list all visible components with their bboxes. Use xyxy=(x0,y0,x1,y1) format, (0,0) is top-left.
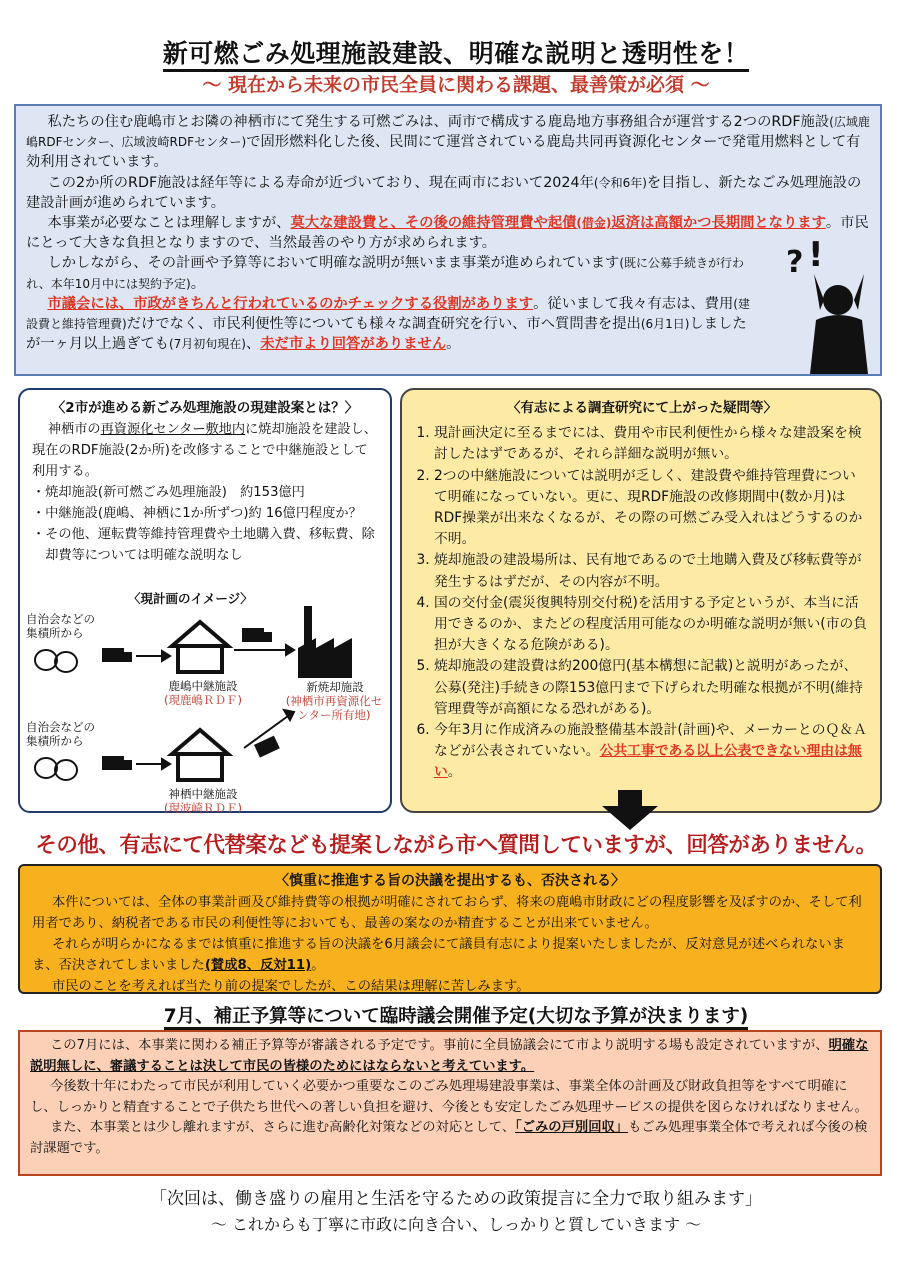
current-plan-box: 〈2市が進める新ごみ処理施設の現建設案とは？〉 神栖市の再資源化センター敷地内に焼却施設を建設し、現在のRDF施設(2か所)を改修することで中継施設として利用する。 ・焼却施設(新可燃ごみ処理施設) 約153億円 ・中継施設(鹿嶋、神栖に1か所ずつ)約 16億円程度か？ ・その他、運転費等維持管理費や土地購入費、移転費、除却費等については明確な説明なし xyxy=(18,388,392,813)
svg-text:?: ? xyxy=(786,245,804,280)
garbage-bag-icon xyxy=(35,650,77,780)
current-plan-heading: 〈2市が進める新ごみ処理施設の現建設案とは？〉 xyxy=(51,400,359,416)
page-title: 新可燃ごみ処理施設建設、明確な説明と透明性を！ xyxy=(0,34,912,70)
question-item: 2. 2つの中継施設については説明が乏しく、建設費や維持管理費について明確になっていない。更に、現RDF施設の改修期間中(数か月)はRDF操業が出来なくなるが、その際の可燃ごみ受入れはどうするのか不明。 xyxy=(434,466,868,551)
question-item: 3. 焼却施設の建設場所は、民有地であるので土地購入費及び移転費等が発生するはずだが、その内容が不明。 xyxy=(434,550,868,592)
incinerator-label: 新焼却施設 xyxy=(306,680,364,694)
collection-point-label: 自治会などの集積所から xyxy=(26,720,95,748)
budget-box: この7月には、本事業に関わる補正予算等が審議される予定です。事前に全員協議会にて市より説明する場も設定されていますが、明確な説明無しに、審議することは決して市民の皆様のためにはならないと考えています。 今後数十年にわたって市民が利用していく必要かつ重要なこのごみ処理場建設事業は、事業全体の計画及び財政負担等をすべて明確にし、しっかりと精査することで子供たち世代への著しい負担を避け、今後とも安定したごみ処理サービスの提供を図らなければなりません。 また、本事業とは少し離れますが、さらに進む高齢化対策などの対応として、「ごみの戸別回収」もごみ処理事業全体で考えれば今後の検討課題です。 xyxy=(18,1030,882,1176)
no-answer-notice: その他、有志にて代替案なども提案しながら市へ質問していますが、回答がありません。 xyxy=(35,833,877,858)
july-heading: 7月、補正予算等について臨時議会開催予定(大切な予算が決まります) xyxy=(0,1002,912,1028)
collection-point-label: 自治会などの集積所から xyxy=(26,612,95,640)
closing-quote: 「次回は、働き盛りの雇用と生活を守るための政策提言に全力で取り組みます」 xyxy=(150,1189,762,1209)
cost-item: ・焼却施設(新可燃ごみ処理施設) 約153億円 xyxy=(32,485,305,500)
question-item: 1. 現計画決定に至るまでには、費用や市民利便性から様々な建設案を検討したはずであるが、それら詳細な説明が無い。 xyxy=(434,423,868,465)
down-arrow-icon xyxy=(598,790,662,830)
relay2-label: 神栖中継施設 xyxy=(168,787,238,801)
intro-box: 私たちの住む鹿嶋市とお隣の神栖市にて発生する可燃ごみは、両市で構成する鹿島地方事務組合が運営する2つのRDF施設(広域鹿嶋RDFセンター、広域波崎RDFセンター)で固形燃料化した後、民間にて運営されている鹿島共同再資源化センターで発電用燃料として有効利用されています。 この2か所のRDF施設は経年等による寿命が近づいており、現在両市において2024年(令和6年)を目指し、新たなごみ処理施設の建設計画が進められています。 本事業が必要なことは理解しますが、莫大な建設費と、その後の維持管理費や起債(借金)返済は高額かつ長期間となります。市民にとって大きな負担となりますので、当然最善のやり方が求められます。 しかしながら、その計画や予算等において明確な説明が無いまま事業が進められています(既に公募手続きが行われ、本年10月中には契約予定)。 市議会には、市政がきちんと行われているのかチェックする役割があります。従いまして我々有志は、費用(建設費と維持管理費)だけでなく、市民利便性等についても様々な調査研究を行い、市へ質問書を提出(6月1日)しましたが一ヶ月以上過ぎても(7月初旬現在)、未だ市より回答がありません。 xyxy=(14,104,882,376)
questions-box xyxy=(400,388,882,813)
incinerator-sub-label: (神栖市再資源化センター所有地) xyxy=(285,694,383,722)
page-subtitle: ～ 現在から未来の市民全員に関わる課題、最善策が必須 ～ xyxy=(202,74,710,96)
incinerator-icon xyxy=(298,606,352,678)
resolution-box: 〈慎重に推進する旨の決議を提出するも、否決される〉 本件については、全体の事業計画及び維持費等の根拠が明確にされておらず、将来の鹿嶋市財政にどの程度影響を及ぼすのか、そして利用者であり、納税者である市民の利便性等においても、最善の案なのか精査することが出来ていません。 それらが明らかになるまでは慎重に推進する旨の決議を6月議会にて議員有志により提案いたしましたが、反対意見が述べられないまま、否決されてしまいました(賛成8、反対11)。 市民のことを考えれば当たり前の提案でしたが、この結果は理解に苦しみます。 xyxy=(18,864,882,994)
cost-item: ・その他、運転費等維持管理費や土地購入費、移転費、除却費等については明確な説明なし xyxy=(32,527,375,563)
questions-heading: 〈有志による調査研究にて上がった疑問等〉 xyxy=(507,400,777,416)
question-item: 6. 今年3月に作成済みの施設整備基本設計(計画)や、メーカーとのＱ＆Ａなどが公表されていない。公共工事である以上公表できない理由は無い。 xyxy=(434,720,868,784)
question-item: 4. 国の交付金(震災復興特別交付税)を活用する予定というが、本当に活用できるのか、またどの程度活用可能なのか明確な説明が無い(市の負担が大きくなる危険がある)。 xyxy=(434,593,868,657)
resolution-heading: 〈慎重に推進する旨の決議を提出するも、否決される〉 xyxy=(275,873,625,889)
relay1-label: 鹿嶋中継施設 xyxy=(168,679,238,693)
closing-tagline: ～ これからも丁寧に市政に向き合い、しっかりと質していきます ～ xyxy=(210,1215,702,1234)
diagram-title: 〈現計画のイメージ〉 xyxy=(128,591,253,606)
cost-item: ・中継施設(鹿嶋、神栖に1か所ずつ)約 16億円程度か？ xyxy=(32,506,362,521)
confused-person-icon xyxy=(780,238,880,374)
svg-text:!: ! xyxy=(808,238,824,275)
question-item: 5. 焼却施設の建設費は約200億円(基本構想に記載)と説明があったが、公募(発注)手続きの際153億円まで下げられた明確な根拠が不明(維持管理費等が高額になる恐れがある)。 xyxy=(434,656,868,720)
relay2-sub-label: (現波崎ＲＤＦ) xyxy=(164,801,242,815)
relay1-sub-label: (現鹿嶋ＲＤＦ) xyxy=(164,693,242,707)
